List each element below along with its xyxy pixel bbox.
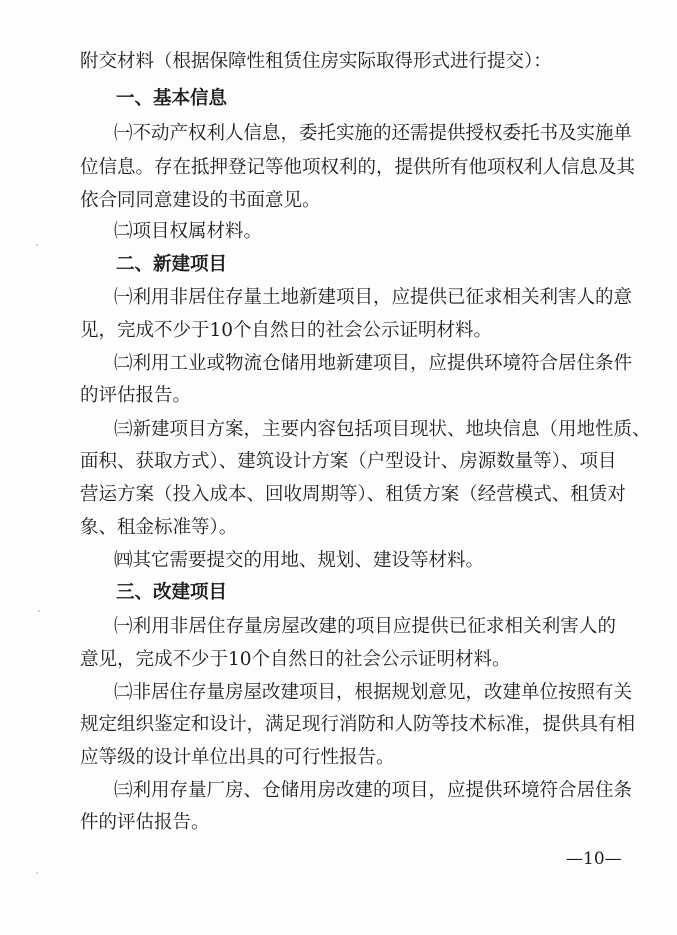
paragraph-line-text: 位信息。存在抵押登记等他项权利的，提供所有他项权利人信息及其 <box>80 157 636 178</box>
scan-speck <box>36 872 38 874</box>
paragraph-line <box>114 286 633 310</box>
paragraph-line-text: ㈠利用非居住存量土地新建项目，应提供已征求相关利害人的意 <box>114 287 633 308</box>
paragraph-line: 依合同同意建设的书面意见。 <box>80 190 321 211</box>
intro-line: 附交材料（根据保障性租赁住房实际取得形式进行提交）： <box>80 51 552 72</box>
section-heading: 一、基本信息 <box>116 88 228 109</box>
paragraph-line-text: 面积、获取方式）、建筑设计方案（户型设计、房源数量等）、项目 <box>80 451 617 472</box>
paragraph-line-text: ㈡非居住存量房屋改建项目，根据规划意见，改建单位按照有关 <box>114 682 633 703</box>
paragraph-line <box>114 122 633 146</box>
scan-speck <box>38 610 40 612</box>
section-heading: 三、改建项目 <box>116 582 228 603</box>
scan-speck <box>36 244 38 246</box>
page-number: —10— <box>566 849 622 869</box>
section-heading: 二、新建项目 <box>116 254 228 275</box>
paragraph-line <box>114 352 633 376</box>
paragraph-line <box>80 713 636 737</box>
paragraph-line-text: ㈢利用存量厂房、仓储用房改建的项目，应提供环境符合居住条 <box>114 780 633 801</box>
paragraph-line <box>114 681 633 705</box>
paragraph-line <box>114 779 633 803</box>
paragraph-line-text: ㈠利用非居住存量房屋改建的项目应提供已征求相关利害人的 <box>114 616 616 637</box>
paragraph-line-text: ㈡利用工业或物流仓储用地新建项目，应提供环境符合居住条件 <box>114 353 633 374</box>
paragraph-line-text: ㈠不动产权利人信息，委托实施的还需提供授权委托书及实施单 <box>114 123 633 144</box>
paragraph-line <box>114 418 651 442</box>
paragraph-line: ㈣其它需要提交的用地、规划、建设等材料。 <box>114 550 485 571</box>
paragraph-line: 意见，完成不少于10个自然日的社会公示证明材料。 <box>80 649 511 670</box>
paragraph-line-text: ㈢新建项目方案，主要内容包括项目现状、地块信息（用地性质、 <box>114 419 651 440</box>
paragraph-line <box>80 450 616 474</box>
paragraph-line-text: 规定组织鉴定和设计，满足现行消防和人防等技术标准，提供具有相 <box>80 714 636 735</box>
paragraph-line <box>80 483 626 507</box>
paragraph-line: 见，完成不少于10个自然日的社会公示证明材料。 <box>80 320 493 341</box>
paragraph-line: ㈡项目权属材料。 <box>114 221 263 242</box>
paragraph-line <box>80 156 636 180</box>
paragraph-line <box>114 615 616 639</box>
paragraph-line: 应等级的设计单位出具的可行性报告。 <box>80 747 395 768</box>
paragraph-line: 件的评估报告。 <box>80 812 210 833</box>
paragraph-line: 象、租金标准等）。 <box>80 517 238 538</box>
paragraph-line: 的评估报告。 <box>80 385 192 406</box>
paragraph-line-text: 营运方案（投入成本、回收周期等）、租赁方案（经营模式、租赁对 <box>80 484 626 505</box>
